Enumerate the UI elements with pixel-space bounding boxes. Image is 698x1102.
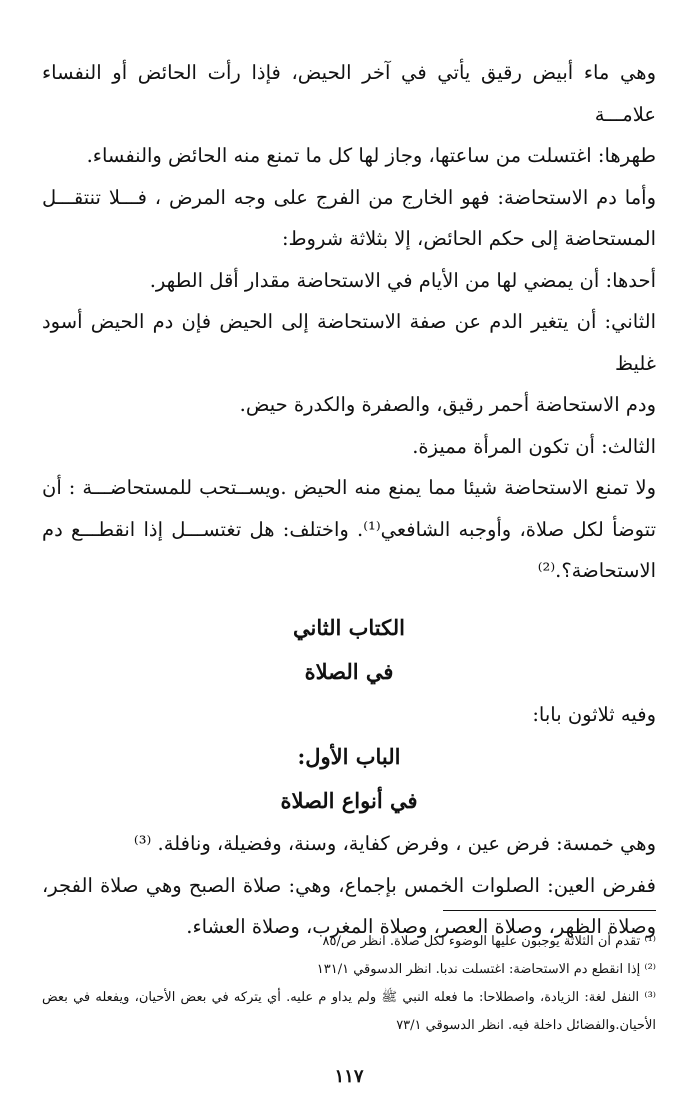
body-line: الثالث: أن تكون المرأة مميزة. [412,434,656,458]
footnote-3-continued: الأحيان.والفضائل داخلة فيه. انظر الدسوقي ٧٣/١ [396,1018,656,1033]
chapter-heading: الباب الأول: [297,744,401,769]
body-line: الثاني: أن يتغير الدم عن صفة الاستحاضة إلى الحيض فإن دم الحيض أسود غليظ [42,310,656,375]
footnote-2: ⁽²⁾ إذا انقطع دم الاستحاضة: اغتسلت ندبا. انظر الدسوقي ١٣١/١ [316,962,656,977]
footnote-separator [443,910,656,911]
body-line: وهي ماء أبيض رقيق يأتي في آخر الحيض، فإذا رأت الحائض أو النفساء علامـــة [42,61,656,126]
body-line: الاستحاضة؟.⁽²⁾ [537,559,656,582]
section-line: وصلاة الظهر، وصلاة العصر، وصلاة المغرب، وصلاة العشاء. [186,915,656,938]
body-line: المستحاضة إلى حكم الحائض، إلا بثلاثة شروط: [281,227,656,250]
book-heading: الكتاب الثاني [293,614,405,640]
body-line: أحدها: أن يمضي لها من الأيام في الاستحاضة مقدار أقل الطهر. [149,268,656,292]
body-line: وأما دم الاستحاضة: فهو الخارج من الفرج على وجه المرض ، فـــلا تنتقـــل [42,185,656,209]
section-line: وهي خمسة: فرض عين ، وفرض كفاية، وسنة، وفضيلة، ونافلة. ⁽³⁾ [133,832,656,855]
footnote-1: ⁽¹⁾ تقدم أن الثلاثة يوجبون عليها الوضوء لكل صلاة. انظر ص/٨٥ [322,934,656,949]
footnote-3: ⁽³⁾ النفل لغة: الزيادة، واصطلاحا: ما فعله النبي ﷺ ولم يداو م عليه. أي يتركه في بعض الأحيان، ويفعله في بعض [42,990,656,1005]
page-number: ١١٧ [334,1066,364,1087]
footnotes [42,928,656,1040]
chapters-intro: وفيه ثلاثون بابا: [532,702,656,726]
section-line: ففرض العين: الصلوات الخمس بإجماع، وهي: صلاة الصبح وهي صلاة الفجر، [42,873,656,897]
page-body [42,52,656,948]
body-line: طهرها: اغتسلت من ساعتها، وجاز لها كل ما تمنع منه الحائض والنفساء. [86,144,656,167]
body-line: ودم الاستحاضة أحمر رقيق، والصفرة والكدرة حيض. [239,393,656,416]
body-line: ولا تمنع الاستحاضة شيئا مما يمنع منه الحيض .ويســتحب للمستحاضـــة : أن [42,476,656,499]
body-line: تتوضأ لكل صلاة، وأوجبه الشافعي⁽¹⁾. واختلف: هل تغتســـل إذا انقطـــع دم [42,517,656,541]
book-subheading: في الصلاة [304,658,394,684]
chapter-subheading: في أنواع الصلاة [280,788,418,813]
